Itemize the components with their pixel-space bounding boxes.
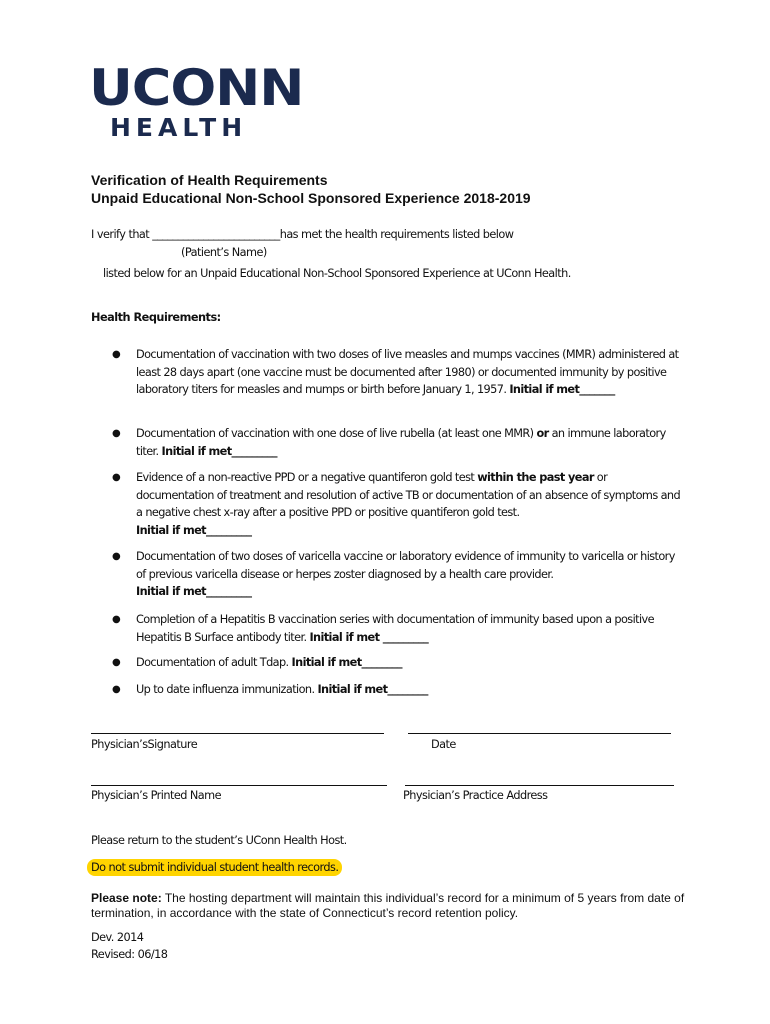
requirement-text: an immune laboratory titer.	[136, 427, 666, 458]
requirement-emphasis: within the past year	[477, 471, 594, 484]
dev-date: Dev. 2014	[91, 931, 144, 944]
bullet-icon: ●	[112, 614, 121, 625]
initial-if-met-field[interactable]: Initial if met_________	[136, 585, 252, 598]
printed-name-line[interactable]	[91, 785, 387, 786]
logo-uconn-text: UCONN	[89, 59, 304, 117]
bullet-icon: ●	[112, 684, 121, 695]
initial-if-met-field[interactable]: Initial if met________	[291, 656, 402, 669]
initial-if-met-field[interactable]: Initial if met________	[317, 683, 428, 696]
health-requirements-heading: Health Requirements:	[91, 311, 221, 324]
practice-address-label: Physician’s Practice Address	[403, 789, 548, 802]
physician-signature-line[interactable]	[91, 733, 384, 734]
bullet-icon: ●	[112, 472, 121, 483]
requirement-text: Completion of a Hepatitis B vaccination series with documentation of immunity based upon a positive Hepatitis B Surface antibody titer.	[136, 613, 654, 644]
date-line[interactable]	[408, 733, 671, 734]
bullet-icon: ●	[112, 551, 121, 562]
return-instructions: Please return to the student’s UConn Health Host.	[91, 834, 347, 847]
requirement-text: Up to date influenza immunization.	[136, 683, 318, 696]
initial-if-met-field[interactable]: Initial if met_______	[509, 383, 615, 396]
physician-signature-label: Physician’sSignature	[91, 738, 198, 751]
requirement-text: Documentation of vaccination with one dose of live rubella (at least one MMR)	[136, 427, 537, 440]
date-label: Date	[431, 738, 456, 751]
highlighted-warning: Do not submit individual student health records.	[87, 859, 342, 876]
verify-suffix: has met the health requirements listed below	[279, 228, 514, 241]
practice-address-line[interactable]	[405, 785, 674, 786]
verify-prefix: I verify that	[91, 228, 153, 241]
requirement-text: or documentation of treatment and resolution of active TB or documentation of an absence of symptoms and a negative chest x-ray after a positive PPD or positive quantiferon gold test.	[136, 471, 681, 519]
document-subtitle: Unpaid Educational Non-School Sponsored Experience 2018-2019	[91, 190, 531, 206]
initial-if-met-field[interactable]: Initial if met_________	[161, 444, 277, 458]
requirement-text: Evidence of a non-reactive PPD or a negative quantiferon gold test	[136, 471, 478, 484]
initial-if-met-field[interactable]: Initial if met_________	[136, 523, 252, 537]
verify-statement	[91, 226, 513, 244]
note-label: Please note:	[91, 891, 162, 905]
requirement-text: Documentation of adult Tdap.	[136, 656, 292, 669]
logo-health-text: HEALTH	[110, 113, 248, 142]
requirement-text: Documentation of vaccination with two doses of live measles and mumps vaccines (MMR) administered at least 28 days apart (one vaccine must be documented after 1980) or documented immunity by positive laboratory titers for measles and mumps or birth before January 1, 1957.	[136, 348, 679, 396]
requirement-text: Documentation of two doses of varicella vaccine or laboratory evidence of immunity to varicella or history of previous varicella disease or herpes zoster diagnosed by a health care provider.	[136, 550, 675, 581]
requirement-or: or	[536, 427, 549, 440]
patient-name-label: (Patient’s Name)	[181, 246, 267, 259]
initial-if-met-field[interactable]: Initial if met _________	[309, 630, 429, 644]
revised-date: Revised: 06/18	[91, 948, 168, 961]
please-note	[91, 891, 691, 921]
printed-name-label: Physician’s Printed Name	[91, 789, 222, 802]
note-text: The hosting department will maintain this individual’s record for a minimum of 5 years from date of termination, in accordance with the state of Connecticut’s record retention policy.	[91, 891, 685, 920]
verify-statement-line2: listed below for an Unpaid Educational Non-School Sponsored Experience at UConn Health.	[103, 267, 571, 280]
bullet-icon: ●	[112, 657, 121, 668]
patient-name-blank[interactable]: _________________________	[152, 228, 280, 241]
bullet-icon: ●	[112, 428, 121, 439]
bullet-icon: ●	[112, 349, 121, 360]
document-title: Verification of Health Requirements	[91, 172, 328, 188]
